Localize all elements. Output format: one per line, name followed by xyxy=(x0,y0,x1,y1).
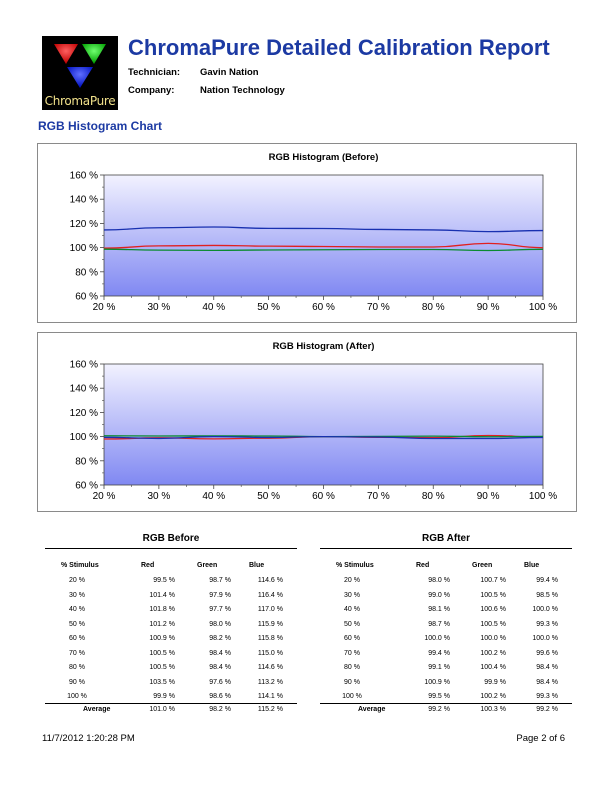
after-row-5-col-1: 99.4 % xyxy=(428,649,450,657)
before-row-4-stimulus: 60 % xyxy=(69,635,85,642)
after-row-0-stimulus: 20 % xyxy=(344,577,360,584)
before-row-2-col-2: 97.7 % xyxy=(209,606,231,613)
before-row-5-col-2: 98.4 % xyxy=(209,649,231,657)
after-row-2-stimulus: 40 % xyxy=(344,606,360,613)
after-row-6-col-3: 98.4 % xyxy=(536,664,558,671)
after-row-7-col-3: 98.4 % xyxy=(536,678,558,686)
after-row-8-col-3: 99.3 % xyxy=(536,693,558,700)
x-tick-label: 20 % xyxy=(92,302,116,313)
after-row-2-col-3: 100.0 % xyxy=(532,606,558,613)
before-row-4-col-3: 115.8 % xyxy=(257,635,283,642)
after-average-label: Average xyxy=(358,706,386,713)
chart-after xyxy=(38,333,576,511)
page-number: Page 2 of 6 xyxy=(516,733,565,744)
after-row-8-col-1: 99.5 % xyxy=(428,693,450,700)
before-row-3-col-3: 115.9 % xyxy=(257,620,283,628)
before-row-5-col-3: 115.0 % xyxy=(257,649,283,657)
chart-after-frame xyxy=(37,332,577,512)
before-average-1: 101.0 % xyxy=(149,706,175,713)
after-row-5-stimulus: 70 % xyxy=(344,649,360,657)
before-header-0: % Stimulus xyxy=(61,562,99,569)
x-tick-label: 30 % xyxy=(147,302,171,313)
after-average-2: 100.3 % xyxy=(480,706,506,713)
y-tick-label: 60 % xyxy=(75,480,98,492)
after-row-4-col-1: 100.0 % xyxy=(424,635,450,642)
y-tick-label: 140 % xyxy=(69,194,98,206)
x-tick-label: 50 % xyxy=(257,302,281,313)
x-tick-label: 20 % xyxy=(92,491,116,502)
after-row-1-col-2: 100.5 % xyxy=(480,591,506,599)
y-tick-label: 100 % xyxy=(69,243,98,255)
before-row-8-col-3: 114.1 % xyxy=(257,693,283,700)
after-row-0-col-3: 99.4 % xyxy=(536,577,558,584)
before-row-2-stimulus: 40 % xyxy=(69,606,85,613)
before-row-2-col-1: 101.8 % xyxy=(149,606,175,613)
after-row-6-col-1: 99.1 % xyxy=(428,664,450,671)
before-row-8-col-2: 98.6 % xyxy=(209,693,231,700)
before-row-0-col-2: 98.7 % xyxy=(209,577,231,584)
before-average-2: 98.2 % xyxy=(209,706,231,713)
y-tick-label: 80 % xyxy=(75,267,98,279)
after-row-6-col-2: 100.4 % xyxy=(480,664,506,671)
after-row-5-col-3: 99.6 % xyxy=(536,649,558,657)
x-tick-label: 60 % xyxy=(312,491,335,502)
after-row-7-col-2: 99.9 % xyxy=(484,678,506,686)
before-row-8-col-1: 99.9 % xyxy=(153,693,175,700)
after-row-4-stimulus: 60 % xyxy=(344,635,360,642)
after-row-5-col-2: 100.2 % xyxy=(480,649,506,657)
after-row-6-stimulus: 80 % xyxy=(344,664,360,671)
after-row-2-col-1: 98.1 % xyxy=(428,606,450,613)
plot-area xyxy=(104,364,543,485)
before-row-7-col-3: 113.2 % xyxy=(257,678,283,686)
after-row-0-col-2: 100.7 % xyxy=(480,577,506,584)
plot-area xyxy=(104,175,543,296)
before-row-8-stimulus: 100 % xyxy=(67,693,87,700)
x-tick-label: 50 % xyxy=(257,491,281,502)
before-row-0-col-3: 114.6 % xyxy=(257,577,283,584)
before-header-3: Blue xyxy=(249,562,265,569)
x-tick-label: 100 % xyxy=(528,491,558,502)
before-row-6-stimulus: 80 % xyxy=(69,664,85,671)
report-title: ChromaPure Detailed Calibration Report xyxy=(128,35,550,60)
y-tick-label: 80 % xyxy=(75,456,98,468)
after-row-1-col-3: 98.5 % xyxy=(536,591,558,599)
before-row-1-col-2: 97.9 % xyxy=(209,591,231,599)
before-row-7-stimulus: 90 % xyxy=(69,678,85,686)
before-average-label: Average xyxy=(83,706,111,713)
after-table-title: RGB After xyxy=(422,533,470,544)
before-header-2: Green xyxy=(197,562,218,569)
before-table-rule xyxy=(45,548,297,549)
before-row-1-col-1: 101.4 % xyxy=(149,591,175,599)
x-tick-label: 40 % xyxy=(202,491,226,502)
before-row-7-col-1: 103.5 % xyxy=(149,678,175,686)
after-row-7-stimulus: 90 % xyxy=(344,678,360,686)
section-title: RGB Histogram Chart xyxy=(38,119,163,133)
before-row-0-col-1: 99.5 % xyxy=(153,577,175,584)
after-row-0-col-1: 98.0 % xyxy=(428,577,450,584)
logo-text: ChromaPure xyxy=(44,94,116,108)
after-row-4-col-2: 100.0 % xyxy=(480,635,506,642)
after-header-1: Red xyxy=(416,562,430,569)
after-row-8-stimulus: 100 % xyxy=(342,693,362,700)
after-header-3: Blue xyxy=(524,562,540,569)
chart-title: RGB Histogram (After) xyxy=(272,341,375,352)
chart-title: RGB Histogram (Before) xyxy=(268,152,379,163)
chromapure-logo xyxy=(42,36,118,110)
x-tick-label: 80 % xyxy=(421,302,445,313)
after-header-0: % Stimulus xyxy=(336,562,374,569)
after-row-4-col-3: 100.0 % xyxy=(532,635,558,642)
before-row-1-col-3: 116.4 % xyxy=(257,591,283,599)
x-tick-label: 30 % xyxy=(147,491,171,502)
y-tick-label: 120 % xyxy=(69,218,98,230)
x-tick-label: 80 % xyxy=(421,491,445,502)
after-row-8-col-2: 100.2 % xyxy=(480,693,506,700)
y-tick-label: 60 % xyxy=(75,291,98,303)
before-row-6-col-2: 98.4 % xyxy=(209,664,231,671)
x-tick-label: 70 % xyxy=(366,491,390,502)
after-row-2-col-2: 100.6 % xyxy=(480,606,506,613)
report-timestamp: 11/7/2012 1:20:28 PM xyxy=(42,733,135,744)
y-tick-label: 120 % xyxy=(69,407,98,419)
before-row-5-stimulus: 70 % xyxy=(69,649,85,657)
after-row-7-col-1: 100.9 % xyxy=(424,678,450,686)
after-row-3-stimulus: 50 % xyxy=(344,620,360,628)
before-row-7-col-2: 97.6 % xyxy=(209,678,231,686)
before-row-0-stimulus: 20 % xyxy=(69,577,85,584)
after-row-3-col-1: 98.7 % xyxy=(428,620,450,628)
after-row-1-col-1: 99.0 % xyxy=(428,591,450,599)
after-row-3-col-3: 99.3 % xyxy=(536,620,558,628)
chart-before xyxy=(38,144,576,322)
x-tick-label: 60 % xyxy=(312,302,335,313)
technician-label: Technician: xyxy=(128,67,181,78)
after-average-1: 99.2 % xyxy=(428,706,450,713)
before-average-3: 115.2 % xyxy=(257,706,283,713)
before-row-4-col-1: 100.9 % xyxy=(149,635,175,642)
after-average-3: 99.2 % xyxy=(536,706,558,713)
before-row-1-stimulus: 30 % xyxy=(69,591,85,599)
x-tick-label: 90 % xyxy=(476,491,500,502)
before-row-6-col-1: 100.5 % xyxy=(149,664,175,671)
company-label: Company: xyxy=(128,85,175,96)
before-table-title: RGB Before xyxy=(142,533,200,544)
x-tick-label: 100 % xyxy=(528,302,558,313)
company-value: Nation Technology xyxy=(200,85,285,96)
before-row-2-col-3: 117.0 % xyxy=(257,606,283,613)
technician-value: Gavin Nation xyxy=(200,67,259,78)
after-row-3-col-2: 100.5 % xyxy=(480,620,506,628)
before-row-4-col-2: 98.2 % xyxy=(209,635,231,642)
before-row-3-col-1: 101.2 % xyxy=(149,620,175,628)
before-table-bottom-rule xyxy=(45,703,297,704)
y-tick-label: 160 % xyxy=(69,170,98,182)
after-row-1-stimulus: 30 % xyxy=(344,591,360,599)
x-tick-label: 70 % xyxy=(366,302,390,313)
y-tick-label: 160 % xyxy=(69,359,98,371)
before-row-5-col-1: 100.5 % xyxy=(149,649,175,657)
before-row-3-stimulus: 50 % xyxy=(69,620,85,628)
y-tick-label: 100 % xyxy=(69,432,98,444)
x-tick-label: 40 % xyxy=(202,302,226,313)
before-row-3-col-2: 98.0 % xyxy=(209,620,231,628)
after-table-bottom-rule xyxy=(320,703,572,704)
before-header-1: Red xyxy=(141,562,155,569)
y-tick-label: 140 % xyxy=(69,383,98,395)
after-table-rule xyxy=(320,548,572,549)
after-header-2: Green xyxy=(472,562,493,569)
x-tick-label: 90 % xyxy=(476,302,500,313)
before-row-6-col-3: 114.6 % xyxy=(257,664,283,671)
chart-before-frame xyxy=(37,143,577,323)
